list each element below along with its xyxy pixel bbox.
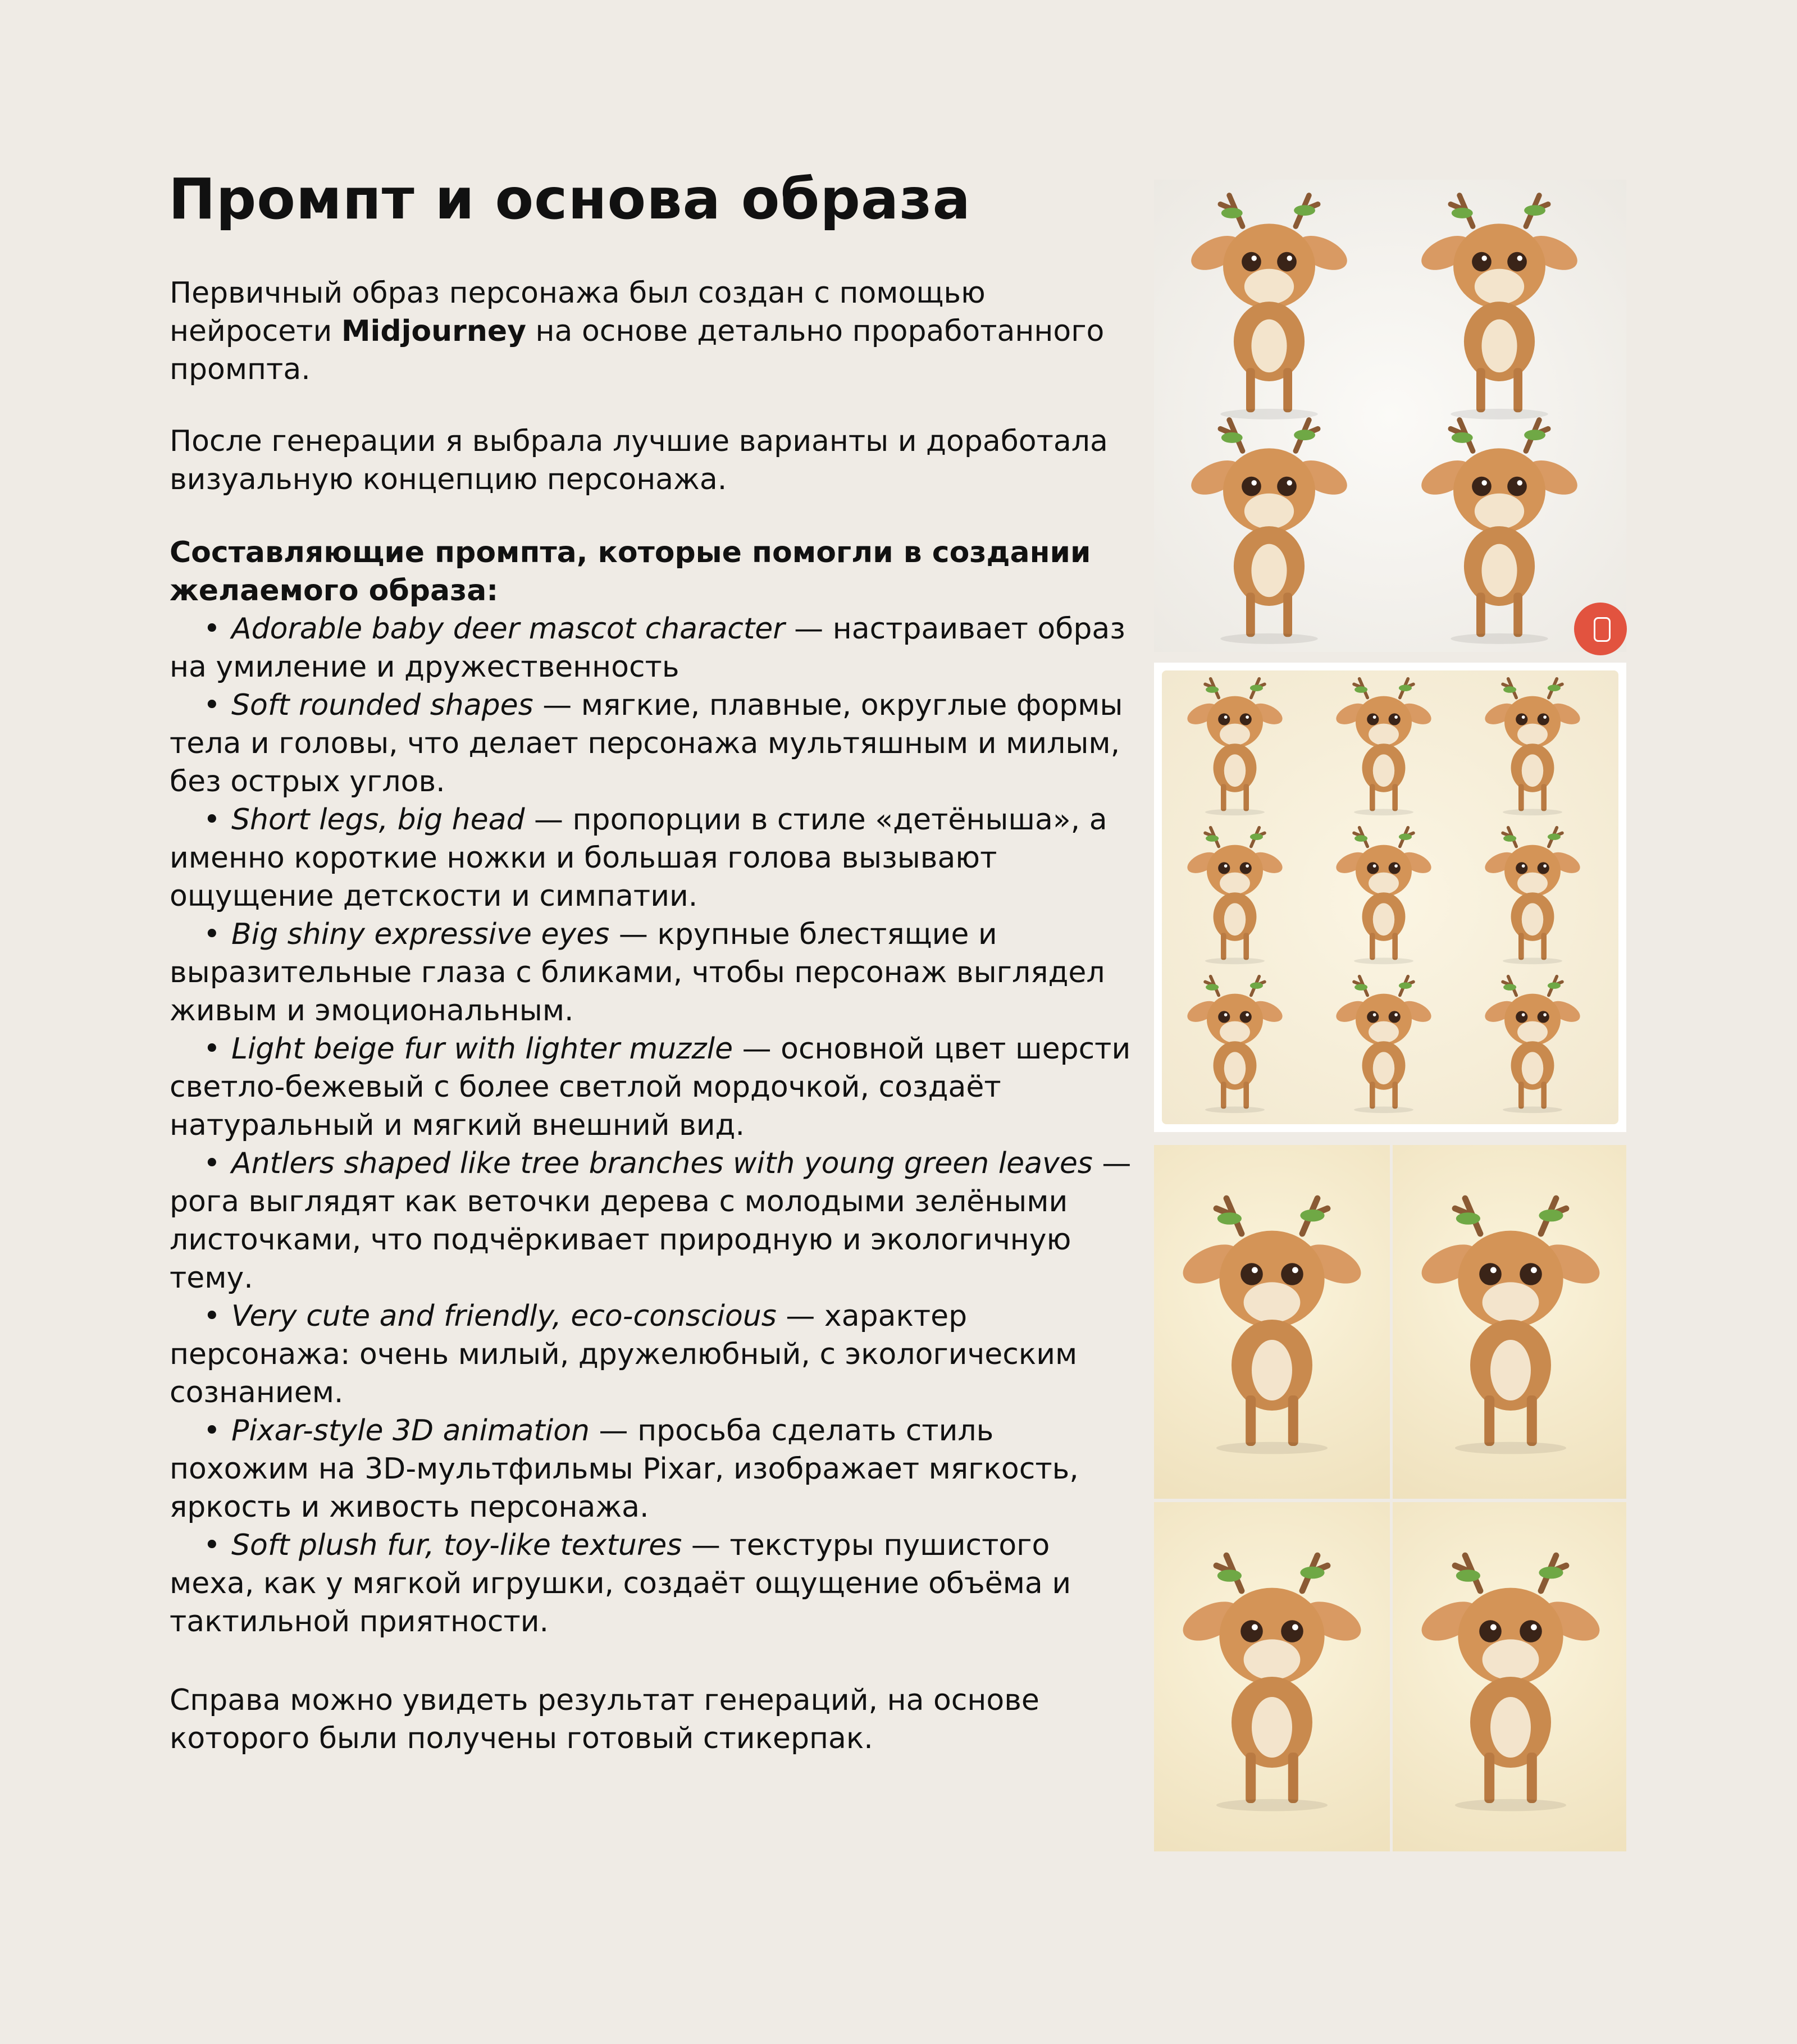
intro-text-2: После генерации я выбрала лучшие варианты и доработала визуальную концепцию персонажа. — [170, 425, 1108, 496]
prompt-term-description: — настраивает образ на умиление и дружественность — [170, 612, 1125, 684]
prompt-components — [170, 533, 1135, 1641]
prompt-component-item — [170, 915, 1135, 1030]
deer-render — [1393, 1145, 1626, 1499]
deer-illustration — [1176, 191, 1362, 421]
prompt-term-description: — основной цвет шерсти светло-бежевый с более светлой мордочкой, создаёт натуральный и мягкий внешний вид. — [170, 1032, 1131, 1142]
prompt-term: Pixar-style 3D animation — [231, 1414, 590, 1448]
prompt-term-description: — мягкие, плавные, округлые формы тела и головы, что делает персонажа мультяшным и милым, без острых углов. — [170, 688, 1123, 799]
deer-render — [1154, 1145, 1390, 1499]
prompt-component-item — [170, 1144, 1135, 1297]
deer-sticker — [1179, 974, 1291, 1114]
deer-sticker — [1328, 676, 1440, 816]
deer-sticker — [1179, 676, 1291, 816]
generation-image-1 — [1154, 180, 1626, 652]
prompt-components-heading: Составляющие промпта, которые помогли в создании желаемого образа: — [170, 536, 1091, 608]
bullet-icon: • — [203, 1032, 221, 1066]
deer-sticker — [1328, 825, 1440, 965]
prompt-term-description: — просьба сделать стиль похожим на 3D-мультфильмы Pixar, изображает мягкость, яркость и живость персонажа. — [170, 1414, 1079, 1524]
deer-render — [1393, 1502, 1626, 1851]
intro-paragraph-2 — [170, 422, 1135, 499]
prompt-term: Adorable baby deer mascot character — [231, 612, 785, 646]
prompt-component-item — [170, 1412, 1135, 1526]
page-title: Промпт и основа образа — [168, 166, 971, 232]
prompt-component-item — [170, 686, 1135, 801]
deer-grid — [1162, 670, 1618, 1124]
intro-text: Первичный образ персонажа был создан с помощью нейросети — [170, 276, 986, 348]
deer-illustration — [1176, 416, 1362, 646]
author-stamp-logo — [1574, 603, 1627, 655]
prompt-term: Soft plush fur, toy-like textures — [231, 1529, 682, 1562]
closing-paragraph — [170, 1681, 1135, 1758]
prompt-component-item — [170, 1526, 1135, 1641]
midjourney-label: Midjourney — [341, 314, 527, 348]
bullet-icon: • — [203, 918, 221, 951]
bullet-icon: • — [203, 1147, 221, 1180]
prompt-term-description: — рога выглядят как веточки дерева с молодыми зелёными листочками, что подчёркивает природную и экологичную тему. — [170, 1147, 1132, 1295]
deer-sticker — [1328, 974, 1440, 1114]
deer-sticker — [1179, 825, 1291, 965]
prompt-components-list — [170, 610, 1135, 1641]
prompt-component-item — [170, 1297, 1135, 1412]
prompt-term-description: — крупные блестящие и выразительные глаза с бликами, чтобы персонаж выглядел живым и эмоциональным. — [170, 918, 1105, 1028]
prompt-component-item — [170, 801, 1135, 915]
prompt-term: Antlers shaped like tree branches with young green leaves — [231, 1147, 1093, 1180]
intro-text-end: на основе детально проработанного промпта. — [170, 314, 1105, 386]
generation-image-3 — [1154, 1145, 1626, 1851]
deer-sticker — [1476, 825, 1589, 965]
deer-sticker — [1476, 676, 1589, 816]
deer-illustration — [1407, 191, 1592, 421]
prompt-term: Big shiny expressive eyes — [231, 918, 610, 951]
bullet-icon: • — [203, 1299, 221, 1333]
prompt-term-description: — текстуры пушистого меха, как у мягкой игрушки, создаёт ощущение объёма и тактильной приятности. — [170, 1529, 1071, 1639]
prompt-term: Very cute and friendly, eco-conscious — [231, 1299, 777, 1333]
bullet-icon: • — [203, 1414, 221, 1448]
prompt-term: Soft rounded shapes — [231, 688, 533, 722]
bullet-icon: • — [203, 612, 221, 646]
deer-render — [1154, 1502, 1390, 1851]
generation-image-2 — [1154, 663, 1626, 1132]
bullet-icon: • — [203, 803, 221, 837]
closing-text: Справа можно увидеть результат генераций, на основе которого были получены готовый стикерпак. — [170, 1683, 1039, 1755]
bullet-icon: • — [203, 688, 221, 722]
bullet-icon: • — [203, 1529, 221, 1562]
prompt-term: Light beige fur with lighter muzzle — [231, 1032, 733, 1066]
prompt-component-item — [170, 610, 1135, 686]
prompt-term-description: — пропорции в стиле «детёныша», а именно короткие ножки и большая голова вызывают ощущение детскости и симпатии. — [170, 803, 1107, 913]
prompt-component-item — [170, 1030, 1135, 1144]
prompt-term: Short legs, big head — [231, 803, 525, 837]
intro-paragraph-1 — [170, 274, 1135, 389]
deer-illustration — [1407, 416, 1592, 646]
deer-sticker — [1476, 974, 1589, 1114]
prompt-term-description: — характер персонажа: очень милый, дружелюбный, с экологическим сознанием. — [170, 1299, 1078, 1409]
